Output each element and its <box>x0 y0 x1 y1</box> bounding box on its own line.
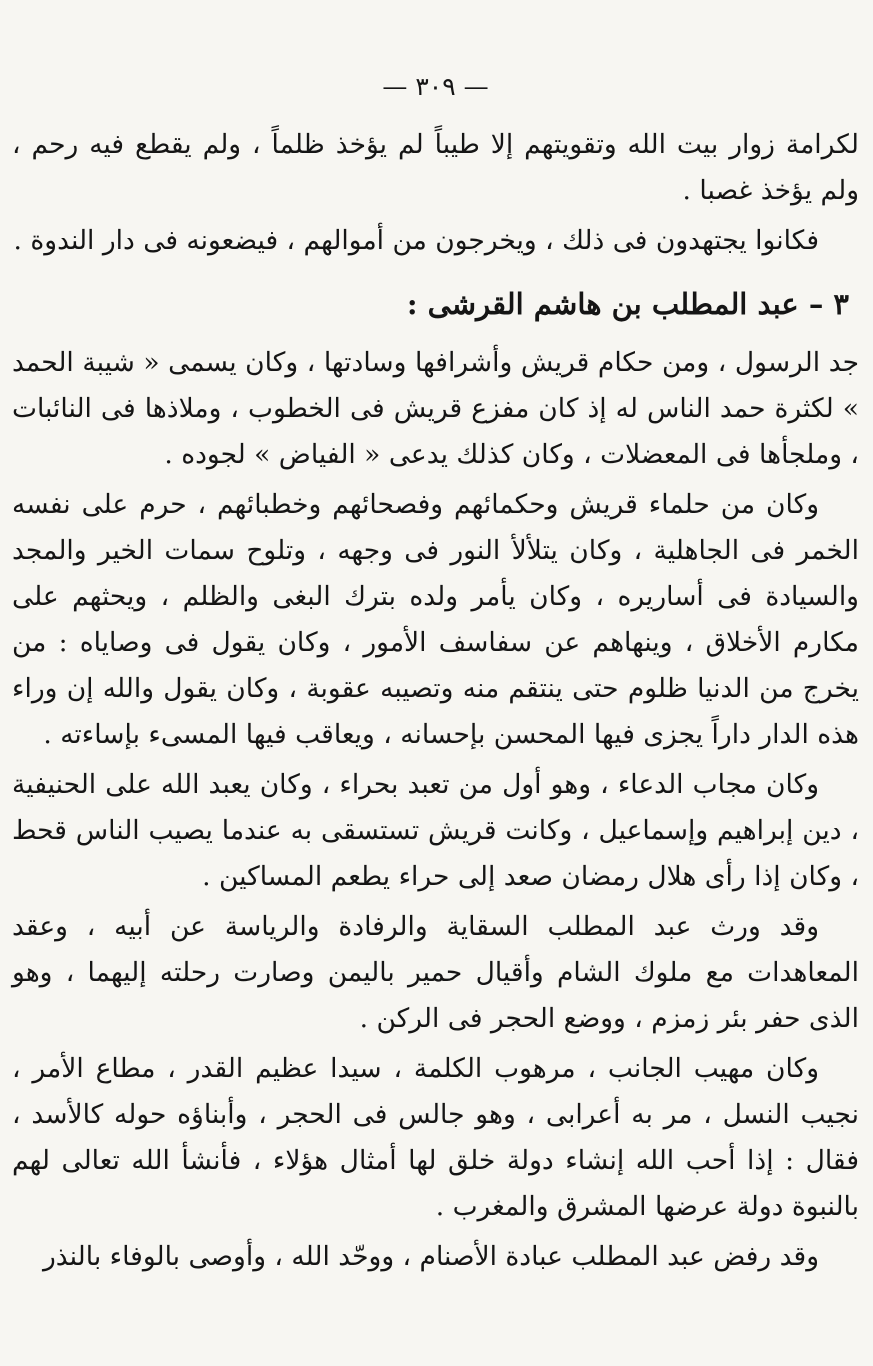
paragraph-inheritance: وقد ورث عبد المطلب السقاية والرفادة والرياسة عن أبيه ، وعقد المعاهدات مع ملوك الشام وأقيال حمير باليمن وصارت رحلته إليهما ، وهو الذى حفر بئر زمزم ، ووضع الحجر فى الركن . <box>12 911 859 1034</box>
paragraph-character: وكان من حلماء قريش وحكمائهم وفصحائهم وخطبائهم ، حرم على نفسه الخمر فى الجاهلية ، وكان يتلألأ النور فى وجهه ، وتلوح سمات الخير والمجد والسيادة فى أساريره ، وكان يأمر ولده بترك البغى والظلم ، ويحثهم على مكارم الأخلاق ، وينهاهم عن سفاسف الأمور ، وكان يقول فى وصاياه : من يخرج من الدنيا ظلوم حتى ينتقم منه وتصيبه عقوبة ، وكان يقول والله إن وراء هذه الدار داراً يجزى فيها المحسن بإحسانه ، ويعاقب فيها المسىء بإساءته . <box>12 489 859 750</box>
section-heading: ٣ – عبد المطلب بن هاشم القرشى : <box>406 287 849 321</box>
paragraph-continuation: لكرامة زوار بيت الله وتقويتهم إلا طيباً لم يؤخذ ظلماً ، ولم يقطع فيه رحم ، ولم يؤخذ غصبا . <box>12 129 859 206</box>
paragraph-stature: وكان مهيب الجانب ، مرهوب الكلمة ، سيدا عظيم القدر ، مطاع الأمر ، نجيب النسل ، مر به أعرابى ، وهو جالس فى الحجر ، وأبناؤه حوله كالأسد ، فقال : إذا أحب الله إنشاء دولة خلق لها أمثال هؤلاء ، فأنشأ الله تعالى لهم بالنبوة دولة عرضها المشرق والمغرب . <box>12 1053 859 1222</box>
paragraph-dar-al-nadwa: فكانوا يجتهدون فى ذلك ، ويخرجون من أموالهم ، فيضعونه فى دار الندوة . <box>13 225 819 256</box>
paragraph-monotheism: وقد رفض عبد المطلب عبادة الأصنام ، ووحّد الله ، وأوصى بالوفاء بالنذر <box>42 1241 819 1272</box>
paragraph-worship: وكان مجاب الدعاء ، وهو أول من تعبد بحراء ، وكان يعبد الله على الحنيفية ، دين إبراهيم وإسماعيل ، وكانت قريش تستسقى به عندما يصيب الناس قحط ، وكان إذا رأى هلال رمضان صعد إلى حراء يطعم المساكين . <box>12 769 859 892</box>
paragraph-biography-intro: جد الرسول ، ومن حكام قريش وأشرافها وسادتها ، وكان يسمى « شيبة الحمد » لكثرة حمد الناس له إذ كان مفزع قريش فى الخطوب ، وملاذها فى النائبات ، وملجأها فى المعضلات ، وكان كذلك يدعى « الفياض » لجوده . <box>12 347 859 470</box>
page-number: — ٣٠٩ — <box>382 72 489 101</box>
